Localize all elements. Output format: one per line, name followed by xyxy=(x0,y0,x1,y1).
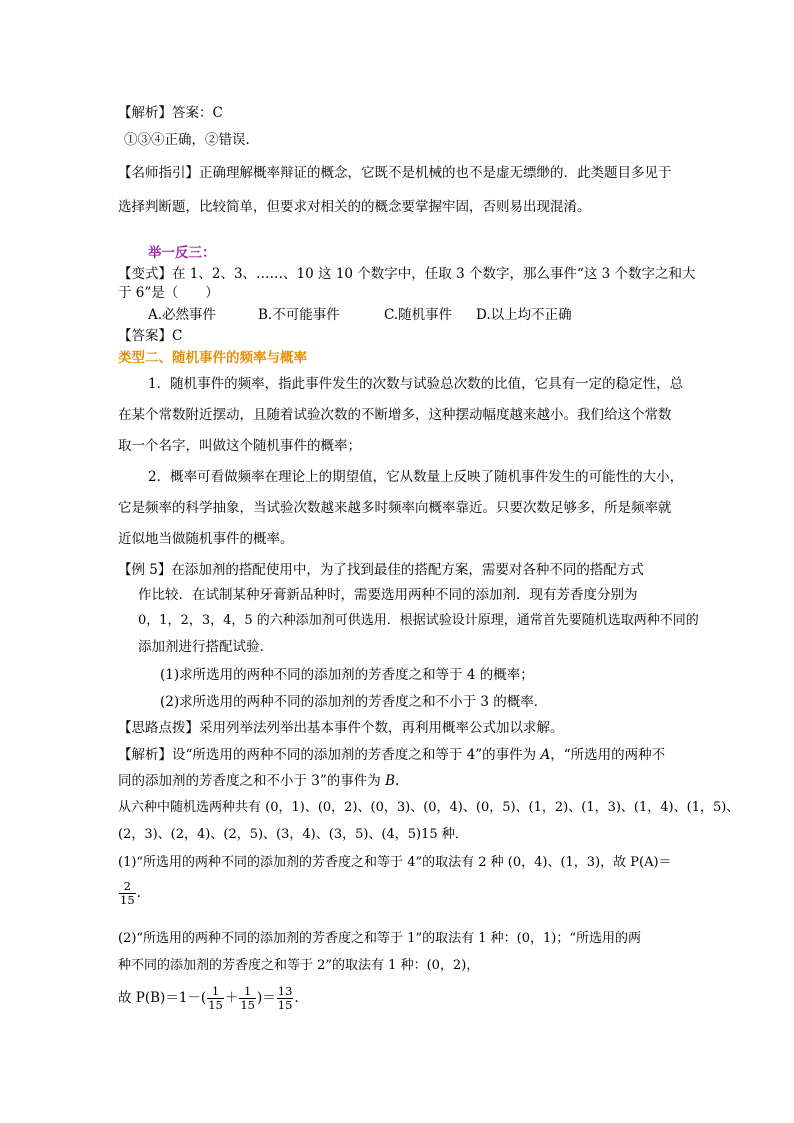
fraction-2-15 xyxy=(118,880,141,907)
practice-heading: 举一反三： xyxy=(148,245,216,261)
thinking-hint: 【思路点拨】采用列举法列举出基本事件个数，再利用概率公式加以求解。 xyxy=(118,720,564,736)
solution-line-3: 从六种中随机选两种共有 (0，1)、(0，2)、(0，3)、(0，4)、(0，5)、(1，2)、(1，3)、(1，4)、(1，5)、 xyxy=(118,800,740,815)
fraction xyxy=(239,985,256,1012)
final-period: . xyxy=(294,990,299,1006)
solution-line-7: 种不同的添加剂的芳香度之和等于 2”的取法有 1 种：(0，2)， xyxy=(118,958,480,973)
fraction-numerator: 1 xyxy=(239,985,256,999)
solution-line-1-text-b: ，“所选用的两种不 xyxy=(550,747,666,763)
solution-line-2 xyxy=(118,772,399,790)
example5-question-2: (2)求所选用的两种不同的添加剂的芳香度之和不小于 3 的概率． xyxy=(160,694,548,710)
final-formula xyxy=(118,985,299,1012)
option-d: D.以上均不正确 xyxy=(476,307,572,323)
paragraph2-line-2: 它是频率的科学抽象，当试验次数越来越多时频率向概率靠近。只要次数足够多，所是频率就 xyxy=(118,500,672,516)
example5-line-2: 作比较．在试制某种牙膏新品种时，需要选用两种不同的添加剂．现有芳香度分别为 xyxy=(138,587,638,603)
solution-line-6: (2)“所选用的两种不同的添加剂的芳香度之和等于 1”的取法有 1 种：(0，1)；“所选用的两 xyxy=(118,931,641,946)
option-b: B.不可能事件 xyxy=(258,307,340,323)
teacher-tip-line-2: 选择判断题，比较简单，但要求对相关的的概念要掌握牢固，否则易出现混淆。 xyxy=(118,199,591,215)
fraction-denominator: 15 xyxy=(240,998,255,1012)
paragraph2-line-3: 近似地当做随机事件的概率。 xyxy=(118,531,294,547)
analysis-explanation: ①③④正确，②错误. xyxy=(124,132,250,148)
section-heading-type2: 类型二、随机事件的频率与概率 xyxy=(118,350,307,366)
fraction-denominator: 15 xyxy=(208,998,223,1012)
plus-sign: ＋ xyxy=(224,990,239,1006)
event-b-symbol: B xyxy=(385,773,395,789)
variant-answer: 【答案】C xyxy=(118,328,183,344)
fraction-numerator: 1 xyxy=(207,985,224,999)
fraction-numerator: 2 xyxy=(119,880,136,894)
solution-line-2-text-b: . xyxy=(395,773,400,789)
fraction xyxy=(119,880,136,907)
teacher-tip-line-1: 【名师指引】正确理解概率辩证的概念，它既不是机械的也不是虚无缥缈的．此类题目多见于 xyxy=(118,165,672,181)
paragraph1-line-3: 取一个名字，叫做这个随机事件的概率； xyxy=(118,438,361,454)
final-formula-prefix: 故 P(B)＝1－( xyxy=(118,990,207,1006)
example5-line-3: 0，1，2，3，4，5 的六种添加剂可供选用．根据试验设计原理，通常首先要随机选取两种不同的 xyxy=(138,613,699,628)
paragraph2-line-1: 2．概率可看做频率在理论上的期望值，它从数量上反映了随机事件发生的可能性的大小， xyxy=(148,469,684,485)
fraction xyxy=(277,985,294,1012)
solution-line-1-text-a: 【解析】设“所选用的两种不同的添加剂的芳香度之和等于 4”的事件为 xyxy=(118,747,541,763)
variant-question-line-1: 【变式】在 1、2、3、……、10 这 10 个数字中，任取 3 个数字，那么事件“这 3 个数字之和大 xyxy=(118,266,696,282)
paragraph1-line-2: 在某个常数附近摆动，且随着试验次数的不断增多，这种摆动幅度越来越小。我们给这个常数 xyxy=(118,407,672,423)
solution-line-2-text-a: 同的添加剂的芳香度之和不小于 3”的事件为 xyxy=(118,773,386,789)
paragraph1-line-1: 1．随机事件的频率，指此事件发生的次数与试验总次数的比值，它具有一定的稳定性，总 xyxy=(148,376,684,392)
option-c: C.随机事件 xyxy=(384,307,453,323)
example5-question-1: (1)求所选用的两种不同的添加剂的芳香度之和等于 4 的概率； xyxy=(160,667,534,683)
fraction-period: . xyxy=(136,885,141,901)
fraction-denominator: 15 xyxy=(120,893,135,907)
fraction-denominator: 15 xyxy=(277,998,293,1012)
example5-line-4: 添加剂进行搭配试验． xyxy=(138,639,273,655)
final-formula-equals: )＝ xyxy=(256,990,276,1006)
solution-line-5: (1)“所选用的两种不同的添加剂的芳香度之和等于 4”的取法有 2 种 (0，4)、(1，3)，故 P(A)＝ xyxy=(118,855,672,870)
event-a-symbol: A xyxy=(540,747,551,763)
example5-line-1: 【例 5】在添加剂的搭配使用中，为了找到最佳的搭配方案，需要对各种不同的搭配方式 xyxy=(118,562,644,578)
solution-line-1 xyxy=(118,746,665,764)
variant-question-line-2: 于 6”是（ ） xyxy=(118,285,219,301)
fraction-numerator: 13 xyxy=(277,984,293,998)
option-a: A.必然事件 xyxy=(148,307,217,323)
solution-line-4: (2，3)、(2，4)、(2，5)、(3，4)、(3，5)、(4，5)15 种． xyxy=(118,827,468,842)
analysis-answer: 【解析】答案：C xyxy=(118,105,223,121)
fraction xyxy=(207,985,224,1012)
